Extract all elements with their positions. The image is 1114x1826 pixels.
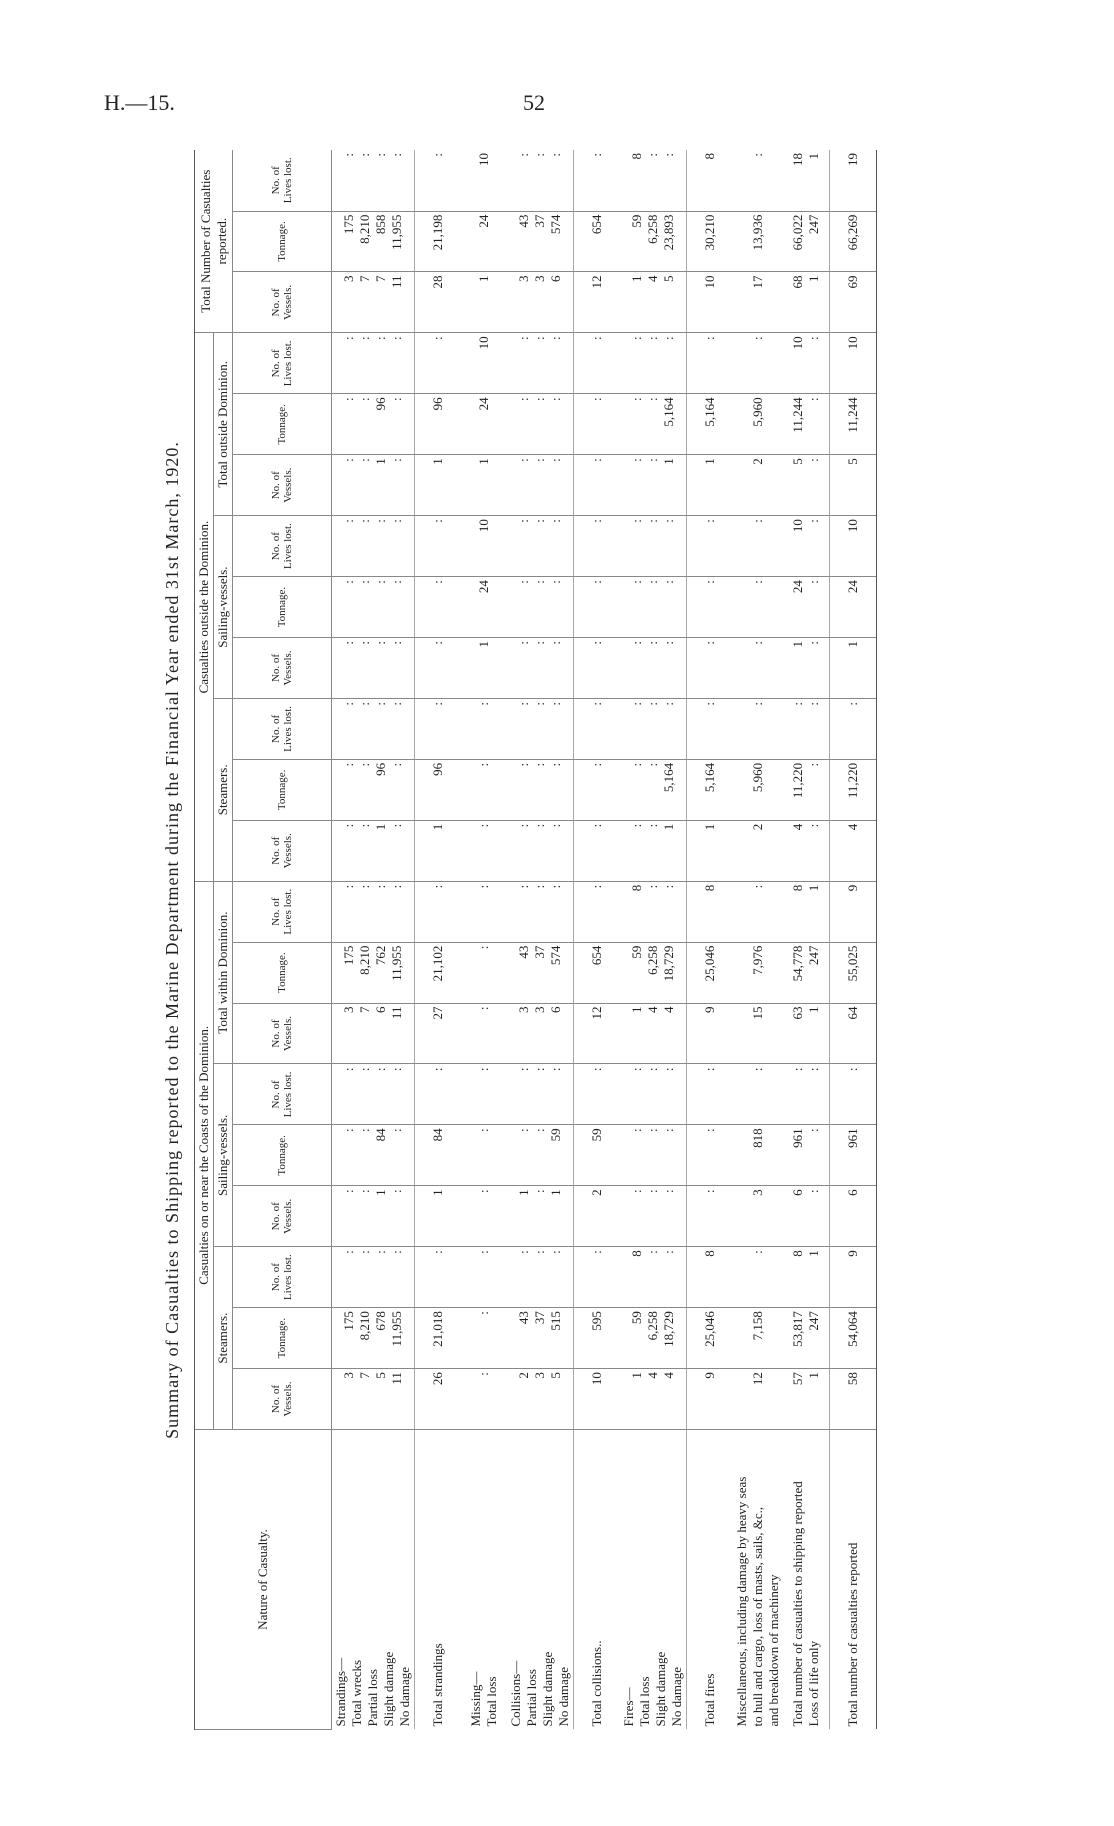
table-row xyxy=(415,150,462,1730)
cell-vessels: 1 xyxy=(415,455,462,516)
cell-lives-lost: : xyxy=(461,698,507,759)
row-nature-label: Missing— Total loss xyxy=(468,1671,499,1727)
cell-lives-lost: 10 : xyxy=(783,333,830,394)
subheader-lives-lost: No. of Lives lost. xyxy=(233,698,332,759)
cell-tonnage: 43 37 515 xyxy=(507,1308,574,1369)
row-nature-label: Total collisions.. xyxy=(574,1430,621,1730)
cell-tonnage: 11,244 xyxy=(830,394,877,455)
cell-lives-lost: : : : xyxy=(507,150,574,211)
cell-lives-lost: : : : xyxy=(507,881,574,942)
table-row xyxy=(687,150,734,1730)
row-nature-label: Total number of casualties reported xyxy=(830,1430,877,1730)
cell-vessels: : : 1 : xyxy=(332,820,415,881)
cell-tonnage: : xyxy=(461,1125,507,1186)
cell-tonnage: 53,817 247 xyxy=(783,1308,830,1369)
cell-tonnage: 654 xyxy=(574,211,621,272)
cell-tonnage: 21,198 xyxy=(415,211,462,272)
table-row xyxy=(574,150,621,1730)
cell-tonnage: 961 xyxy=(830,1125,877,1186)
cell-vessels: 1 xyxy=(461,638,507,699)
cell-tonnage: : xyxy=(461,1308,507,1369)
cell-lives-lost: 10 xyxy=(461,333,507,394)
cell-tonnage: 7,976 xyxy=(733,942,783,1003)
cell-vessels: 9 xyxy=(687,1369,734,1430)
cell-vessels: 6 : xyxy=(783,1186,830,1247)
cell-vessels: 3 7 6 11 xyxy=(332,1003,415,1064)
cell-tonnage: : : : xyxy=(507,759,574,820)
cell-tonnage: 21,102 xyxy=(415,942,462,1003)
table-row xyxy=(620,150,687,1730)
cell-lives-lost: 10 xyxy=(461,150,507,211)
group-total-reported: Total Number of Casualties reported. xyxy=(195,150,233,333)
rotated-content xyxy=(160,150,960,1730)
table-row xyxy=(733,150,783,1730)
cell-lives-lost: 19 xyxy=(830,150,877,211)
cell-vessels: 58 xyxy=(830,1369,877,1430)
cell-lives-lost: : xyxy=(574,333,621,394)
cell-lives-lost: : xyxy=(830,698,877,759)
cell-lives-lost: : xyxy=(574,1064,621,1125)
group-outside: Casualties outside the Dominion. xyxy=(195,333,214,881)
cell-lives-lost: : : : : xyxy=(332,150,415,211)
cell-vessels: 64 xyxy=(830,1003,877,1064)
cell-lives-lost: : : : : xyxy=(332,516,415,577)
cell-lives-lost: : xyxy=(733,1247,783,1308)
subheader-vessels: No. of Vessels. xyxy=(233,272,332,333)
table-title: Summary of Casualties to Shipping reported to the Marine Department during the Financial Year ended 31st March, 1920. xyxy=(162,441,182,1439)
cell-vessels: : : : xyxy=(507,638,574,699)
cell-lives-lost: : xyxy=(733,150,783,211)
cell-tonnage: 5,960 xyxy=(733,759,783,820)
cell-lives-lost: 10 xyxy=(461,516,507,577)
cell-tonnage: 175 8,210 858 11,955 xyxy=(332,211,415,272)
cell-tonnage: 13,936 xyxy=(733,211,783,272)
cell-tonnage: : xyxy=(574,759,621,820)
table-row xyxy=(783,150,830,1730)
document-reference: H.—15. xyxy=(104,90,175,115)
cell-vessels: 1 : xyxy=(783,638,830,699)
cell-tonnage: 30,210 xyxy=(687,211,734,272)
cell-vessels: : xyxy=(733,638,783,699)
row-nature-label: Total fires xyxy=(687,1430,734,1730)
cell-tonnage: : xyxy=(574,577,621,638)
cell-vessels: 12 xyxy=(574,1003,621,1064)
cell-lives-lost: : xyxy=(415,698,462,759)
cell-lives-lost: : : xyxy=(783,1064,830,1125)
cell-vessels: : xyxy=(574,455,621,516)
cell-lives-lost: 8 : : xyxy=(620,1247,687,1308)
cell-lives-lost: 8 1 xyxy=(783,881,830,942)
subheader-tonnage: Tonnage. xyxy=(233,1308,332,1369)
cell-vessels: 9 xyxy=(687,1003,734,1064)
cell-vessels: 5 : xyxy=(783,455,830,516)
cell-tonnage: 11,244 : xyxy=(783,394,830,455)
cell-tonnage: 66,269 xyxy=(830,211,877,272)
cell-tonnage: 96 xyxy=(415,394,462,455)
cell-tonnage: 11,220 : xyxy=(783,759,830,820)
cell-tonnage: : : 5,164 xyxy=(620,394,687,455)
cell-vessels: 1 xyxy=(830,638,877,699)
cell-lives-lost: : xyxy=(574,516,621,577)
cell-vessels: : xyxy=(461,1369,507,1430)
cell-tonnage: : xyxy=(733,577,783,638)
cell-vessels: 1 xyxy=(687,455,734,516)
subheader-vessels: No. of Vessels. xyxy=(233,1186,332,1247)
cell-tonnage: 175 8,210 678 11,955 xyxy=(332,1308,415,1369)
cell-lives-lost: : : : xyxy=(620,333,687,394)
cell-tonnage: 5,164 xyxy=(687,394,734,455)
cell-tonnage: 961 : xyxy=(783,1125,830,1186)
cell-lives-lost: : xyxy=(461,881,507,942)
cell-tonnage: 818 xyxy=(733,1125,783,1186)
cell-tonnage: 43 37 574 xyxy=(507,211,574,272)
cell-vessels: 10 xyxy=(687,272,734,333)
cell-lives-lost: : : : xyxy=(620,698,687,759)
cell-tonnage: 595 xyxy=(574,1308,621,1369)
cell-lives-lost: 18 1 xyxy=(783,150,830,211)
table-row xyxy=(332,150,415,1730)
cell-vessels: : xyxy=(461,1003,507,1064)
subheader-tonnage: Tonnage. xyxy=(233,211,332,272)
cell-lives-lost: : xyxy=(687,516,734,577)
cell-lives-lost: : : : xyxy=(507,1064,574,1125)
cell-vessels: 3 3 6 xyxy=(507,1003,574,1064)
cell-vessels: 3 7 7 11 xyxy=(332,272,415,333)
cell-tonnage: 84 xyxy=(415,1125,462,1186)
cell-lives-lost: : : : : xyxy=(332,1247,415,1308)
cell-lives-lost: 8 xyxy=(687,881,734,942)
cell-tonnage: 21,018 xyxy=(415,1308,462,1369)
rotated-table-area xyxy=(160,150,960,1730)
cell-lives-lost: : xyxy=(830,1064,877,1125)
cell-tonnage: 11,220 xyxy=(830,759,877,820)
cell-vessels: 1 4 5 xyxy=(620,272,687,333)
cell-tonnage: 24 xyxy=(830,577,877,638)
subheader-lives-lost: No. of Lives lost. xyxy=(233,1247,332,1308)
cell-lives-lost: : xyxy=(415,516,462,577)
subheader-lives-lost: No. of Lives lost. xyxy=(233,881,332,942)
near-steamers-header: Steamers. xyxy=(214,1247,233,1430)
cell-tonnage: : : : : xyxy=(332,577,415,638)
subheader-tonnage: Tonnage. xyxy=(233,394,332,455)
cell-tonnage: 54,778 247 xyxy=(783,942,830,1003)
cell-lives-lost: : xyxy=(687,1064,734,1125)
cell-vessels: 28 xyxy=(415,272,462,333)
cell-vessels: 5 xyxy=(830,455,877,516)
total-within-header: Total within Dominion. xyxy=(214,881,233,1064)
cell-tonnage: : xyxy=(574,394,621,455)
cell-lives-lost: 8 xyxy=(687,1247,734,1308)
cell-tonnage: 96 xyxy=(415,759,462,820)
cell-lives-lost: : : xyxy=(783,698,830,759)
cell-lives-lost: : xyxy=(687,333,734,394)
subheader-vessels: No. of Vessels. xyxy=(233,455,332,516)
col-nature-header: Nature of Casualty. xyxy=(195,1430,332,1730)
cell-lives-lost: : xyxy=(733,698,783,759)
cell-lives-lost: 10 : xyxy=(783,516,830,577)
cell-vessels: : : : xyxy=(620,1186,687,1247)
cell-tonnage: 25,046 xyxy=(687,942,734,1003)
cell-tonnage: 59 6,258 18,729 xyxy=(620,942,687,1003)
cell-lives-lost: : xyxy=(687,698,734,759)
cell-tonnage: : xyxy=(687,577,734,638)
cell-lives-lost: : : : xyxy=(620,516,687,577)
cell-vessels: 4 xyxy=(830,820,877,881)
cell-tonnage: : : 59 xyxy=(507,1125,574,1186)
cell-tonnage: 24 xyxy=(461,394,507,455)
cell-lives-lost: : xyxy=(733,1064,783,1125)
cell-vessels: : : 1 : xyxy=(332,455,415,516)
cell-tonnage: 59 xyxy=(574,1125,621,1186)
casualties-table xyxy=(194,150,877,1730)
cell-vessels: 1 xyxy=(415,820,462,881)
cell-vessels: 3 7 5 11 xyxy=(332,1369,415,1430)
cell-vessels: 69 xyxy=(830,272,877,333)
cell-lives-lost: : xyxy=(415,881,462,942)
subheader-vessels: No. of Vessels. xyxy=(233,1003,332,1064)
cell-vessels: : : : : xyxy=(332,638,415,699)
row-nature-label: Total number of casualties to shipping reported Loss of life only xyxy=(790,1481,821,1727)
cell-vessels: 1 xyxy=(687,820,734,881)
subheader-tonnage: Tonnage. xyxy=(233,1125,332,1186)
cell-tonnage: : xyxy=(461,942,507,1003)
cell-vessels: : xyxy=(574,820,621,881)
cell-tonnage: : xyxy=(415,577,462,638)
subheader-tonnage: Tonnage. xyxy=(233,577,332,638)
cell-vessels: 27 xyxy=(415,1003,462,1064)
cell-tonnage: : : 96 : xyxy=(332,394,415,455)
cell-vessels: 2 xyxy=(574,1186,621,1247)
cell-tonnage: 66,022 247 xyxy=(783,211,830,272)
row-nature-label: Miscellaneous, including damage by heavy seas to hull and cargo, loss of masts, sails, &c., and breakdown of machinery xyxy=(734,1476,781,1727)
cell-vessels: 26 xyxy=(415,1369,462,1430)
outside-sailing-header: Sailing-vessels. xyxy=(214,516,233,699)
subheader-lives-lost: No. of Lives lost. xyxy=(233,150,332,211)
cell-lives-lost: 8 xyxy=(687,150,734,211)
cell-lives-lost: 9 xyxy=(830,881,877,942)
table-row xyxy=(507,150,574,1730)
subheader-vessels: No. of Vessels. xyxy=(233,638,332,699)
cell-tonnage: : : : xyxy=(620,577,687,638)
cell-vessels: : xyxy=(461,820,507,881)
subheader-vessels: No. of Vessels. xyxy=(233,1369,332,1430)
cell-tonnage: 24 : xyxy=(783,577,830,638)
cell-lives-lost: 9 xyxy=(830,1247,877,1308)
cell-lives-lost: : : : : xyxy=(332,1064,415,1125)
subheader-vessels: No. of Vessels. xyxy=(233,820,332,881)
row-nature-label: Strandings— Total wrecks Partial loss Slight damage No damage xyxy=(333,1651,412,1727)
cell-lives-lost: : : : xyxy=(507,516,574,577)
cell-lives-lost: : xyxy=(574,150,621,211)
cell-vessels: 12 xyxy=(574,272,621,333)
cell-tonnage: : : : xyxy=(507,577,574,638)
cell-vessels: 1 4 4 xyxy=(620,1369,687,1430)
cell-lives-lost: : xyxy=(733,333,783,394)
cell-tonnage: : : : xyxy=(620,1125,687,1186)
near-sailing-header: Sailing-vessels. xyxy=(214,1064,233,1247)
subheader-lives-lost: No. of Lives lost. xyxy=(233,516,332,577)
outside-steamers-header: Steamers. xyxy=(214,698,233,881)
cell-tonnage: 5,164 xyxy=(687,759,734,820)
cell-vessels: 1 xyxy=(461,455,507,516)
cell-lives-lost: : xyxy=(415,333,462,394)
cell-tonnage: : : 5,164 xyxy=(620,759,687,820)
cell-lives-lost: : xyxy=(574,1247,621,1308)
cell-vessels: 3 3 6 xyxy=(507,272,574,333)
cell-lives-lost: 10 xyxy=(830,516,877,577)
cell-lives-lost: : xyxy=(461,1064,507,1125)
cell-lives-lost: : : : : xyxy=(332,698,415,759)
cell-vessels: 2 xyxy=(733,820,783,881)
cell-vessels: 12 xyxy=(733,1369,783,1430)
cell-lives-lost: 8 : : xyxy=(620,150,687,211)
cell-vessels: 68 1 xyxy=(783,272,830,333)
cell-tonnage: 25,046 xyxy=(687,1308,734,1369)
cell-lives-lost: : xyxy=(415,1247,462,1308)
cell-tonnage: 175 8,210 762 11,955 xyxy=(332,942,415,1003)
cell-tonnage: 654 xyxy=(574,942,621,1003)
cell-vessels: : : : xyxy=(507,455,574,516)
cell-vessels: : xyxy=(415,638,462,699)
cell-lives-lost: : : : xyxy=(507,698,574,759)
cell-lives-lost: 8 1 xyxy=(783,1247,830,1308)
cell-lives-lost: : : : xyxy=(507,333,574,394)
table-body xyxy=(332,150,877,1730)
row-nature-label: Total strandings xyxy=(415,1430,462,1730)
cell-lives-lost: : : : : xyxy=(332,333,415,394)
row-nature-label: Fires— Total loss Slight damage No damage xyxy=(621,1651,684,1727)
cell-lives-lost: : xyxy=(733,881,783,942)
cell-vessels: : : : xyxy=(620,638,687,699)
page-number: 52 xyxy=(523,90,545,115)
cell-vessels: : xyxy=(574,638,621,699)
cell-tonnage: 59 6,258 23,893 xyxy=(620,211,687,272)
cell-vessels: 3 xyxy=(733,1186,783,1247)
table-row xyxy=(830,150,877,1730)
subheader-lives-lost: No. of Lives lost. xyxy=(233,333,332,394)
cell-vessels: 17 xyxy=(733,272,783,333)
cell-vessels: : xyxy=(687,1186,734,1247)
cell-lives-lost: : xyxy=(415,1064,462,1125)
cell-vessels: 1 xyxy=(415,1186,462,1247)
table-row xyxy=(461,150,507,1730)
cell-lives-lost: 8 : : xyxy=(620,881,687,942)
cell-tonnage: 43 37 574 xyxy=(507,942,574,1003)
cell-lives-lost: : xyxy=(415,150,462,211)
cell-vessels: 1 xyxy=(461,272,507,333)
cell-tonnage: : : 96 : xyxy=(332,759,415,820)
cell-tonnage: : xyxy=(687,1125,734,1186)
subheader-tonnage: Tonnage. xyxy=(233,759,332,820)
cell-tonnage: 24 xyxy=(461,211,507,272)
cell-vessels: 10 xyxy=(574,1369,621,1430)
cell-vessels: 1 4 4 xyxy=(620,1003,687,1064)
cell-vessels: : xyxy=(687,638,734,699)
total-outside-header: Total outside Dominion. xyxy=(214,333,233,516)
cell-tonnage: 24 xyxy=(461,577,507,638)
cell-vessels: : : 1 : xyxy=(332,1186,415,1247)
cell-lives-lost: : : : xyxy=(507,1247,574,1308)
cell-tonnage: : : : xyxy=(507,394,574,455)
cell-vessels: 15 xyxy=(733,1003,783,1064)
cell-lives-lost: 10 xyxy=(830,333,877,394)
cell-tonnage: 59 6,258 18,729 xyxy=(620,1308,687,1369)
cell-vessels: 63 1 xyxy=(783,1003,830,1064)
cell-vessels: 6 xyxy=(830,1186,877,1247)
cell-vessels: : : : xyxy=(507,820,574,881)
cell-vessels: 1 : 1 xyxy=(507,1186,574,1247)
cell-lives-lost: : xyxy=(733,516,783,577)
subheader-lives-lost: No. of Lives lost. xyxy=(233,1064,332,1125)
cell-lives-lost: : : : : xyxy=(332,881,415,942)
cell-tonnage: 54,064 xyxy=(830,1308,877,1369)
cell-vessels: 57 1 xyxy=(783,1369,830,1430)
cell-lives-lost: : : : xyxy=(620,1064,687,1125)
cell-tonnage: : : 84 : xyxy=(332,1125,415,1186)
cell-vessels: : : 1 xyxy=(620,455,687,516)
cell-lives-lost: : xyxy=(461,1247,507,1308)
subheader-tonnage: Tonnage. xyxy=(233,942,332,1003)
group-near-coasts: Casualties on or near the Coasts of the Dominion. xyxy=(195,881,214,1429)
cell-vessels: : : 1 xyxy=(620,820,687,881)
cell-vessels: 4 : xyxy=(783,820,830,881)
cell-tonnage: 7,158 xyxy=(733,1308,783,1369)
row-nature-label: Collisions— Partial loss Slight damage No damage xyxy=(508,1651,571,1727)
cell-vessels: 2 3 5 xyxy=(507,1369,574,1430)
cell-vessels: : xyxy=(461,1186,507,1247)
cell-tonnage: 5,960 xyxy=(733,394,783,455)
cell-lives-lost: : xyxy=(574,881,621,942)
cell-tonnage: : xyxy=(461,759,507,820)
cell-lives-lost: : xyxy=(574,698,621,759)
cell-tonnage: 55,025 xyxy=(830,942,877,1003)
cell-vessels: 2 xyxy=(733,455,783,516)
